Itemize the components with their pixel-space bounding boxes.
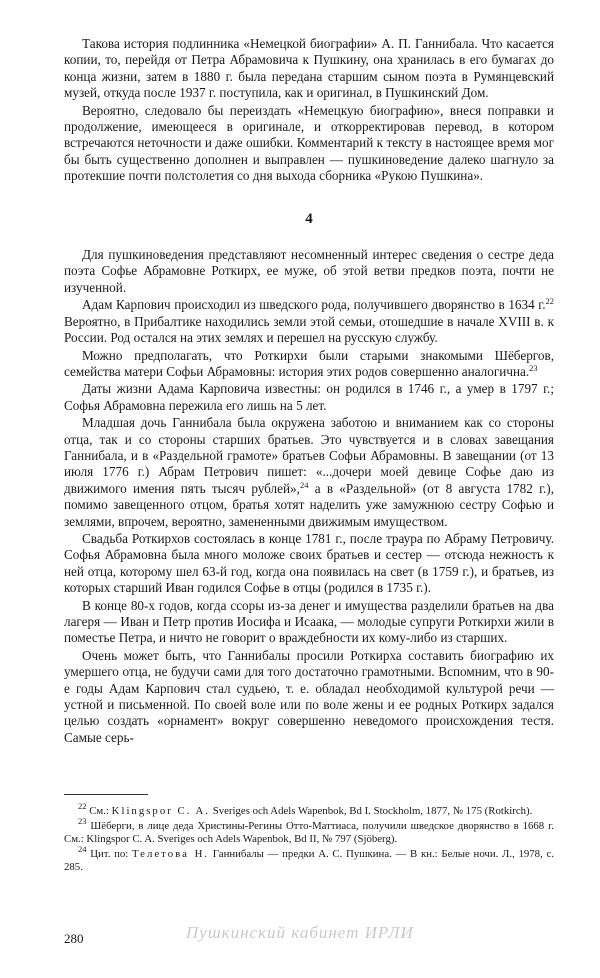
- paragraph-9: В конце 80-х годов, когда ссоры из-за денег и имущества разделили братьев на два лагеря — Иван и Петр против Иосифа и Исаака, — молодые супруги Роткирхи жили в поместье Петра, и ничто не говорит о враждебности их кому-либо из старших.: [64, 597, 554, 646]
- paragraph-5: [64, 348, 554, 381]
- footnote-rule: [64, 794, 148, 795]
- footnote-22-author: Klingspor C. A.: [111, 805, 211, 817]
- paragraph-7-text: Младшая дочь Ганнибала была окружена заботою и вниманием как со стороны отца, так и со стороны старших братьев. Это чувствуется и в словах завещания Ганнибала, и в «Раздельной грамоте» братьев Софьи Абрамовны. В завещании (от 13 июля 1776 г.) Абрам Петрович пишет: «...дочери моей девице Софье даю из движимого имения пять тысяч рублей»,: [64, 415, 554, 496]
- footnote-ref-23: 23: [529, 362, 538, 373]
- footnote-23: [64, 815, 554, 847]
- paragraph-3: Для пушкиноведения представляют несомненный интерес сведения о сестре деда поэта Софье Абрамовне Роткирх, ее муже, об этой ветви предков поэта, почти не изученной.: [64, 247, 554, 295]
- footnote-22-number: 22: [78, 801, 87, 811]
- section-number: 4: [305, 210, 313, 227]
- paragraph-7-rest: а в «Раздельной» (от 8 августа 1782 г.), помимо завещенного отцом, братья хотят наделить уже замужнюю сестру Софью и землями, впрочем, вероятно, замененными движимым имуществом.: [64, 480, 554, 529]
- footnote-24-number: 24: [78, 843, 87, 854]
- watermark: Пушкинский кабинет ИРЛИ: [186, 923, 414, 942]
- footnote-ref-22: 22: [545, 296, 554, 307]
- footnote-22: [64, 801, 554, 819]
- paragraph-8: Свадьба Роткирхов состоялась в конце 1781 г., после траура по Абраму Петровичу. Софья Абрамовна была много моложе своих братьев и сестер — отсюда нежность к ней отца, которому шел 63-й год, когда она появилась на свет (в 1759 г.), и братьев, из которых старший Иван годился Софье в отцы (родился в 1735 г.).: [64, 530, 554, 596]
- main-text: [64, 36, 554, 747]
- paragraph-4: [64, 297, 554, 346]
- paragraph-6: Даты жизни Адама Карповича известны: он родился в 1746 г., а умер в 1797 г.; Софья Абрамовна пережила его лишь на 5 лет.: [64, 381, 554, 413]
- paragraph-10: Очень может быть, что Ганнибалы просили Роткирха составить биографию их умершего отца, не будучи сами для того достаточно грамотными. Вспомним, что в 90-е годы Адам Карпович стал судьею, т. е. обладал необходимой культурой речи — устной и письменной. По своей воле или по воле жены и ее родных Роткирх задался целью создать «орнамент» вокруг совершенно неведомого происхождения тестя. Самые серь-: [64, 647, 554, 745]
- paragraph-5-text: Можно предполагать, что Роткирхи были старыми знакомыми Шёбергов, семейства матери Софьи Абрамовны: история этих родов совершенно аналогична.: [64, 347, 554, 379]
- footnote-22-rest: Sveriges och Adels Wapenbok, Bd I. Stockholm, 1877, № 175 (Rotkirch).: [210, 805, 533, 817]
- footnote-23-text: Шёберги, в лице деда Христины-Регины Отто-Маттиаса, получили шведское дворянство в 1668 г. См.: Klingspor C. A. Sveriges och Adels Wapenbok, Bd II, № 797 (Sjöberg).: [64, 819, 554, 846]
- footnote-24: [64, 843, 554, 875]
- footnote-24-author: Телетова Н.: [132, 847, 210, 860]
- footnote-24-prefix: Цит. по:: [86, 847, 132, 860]
- paragraph-4-rest: Вероятно, в Прибалтике находились земли этой семьи, отошедшие в начале XVIII в. к России. Род остался на этих землях и перешел на русскую службу.: [64, 313, 554, 346]
- footnote-24-rest: Ганнибалы — предки А. С. Пушкина. — В кн.: Белые ночи. Л., 1978, с. 285.: [64, 847, 554, 874]
- paragraph-7: [64, 415, 554, 530]
- page-number: 280: [64, 931, 84, 946]
- paragraph-1: Такова история подлинника «Немецкой биографии» А. П. Ганнибала. Что касается копии, то, перейдя от Петра Абрамовича к Пушкину, она хранилась в его бумагах до конца жизни, затем в 1880 г. была передана старшим сыном поэта в Румянцевский музей, откуда после 1937 г. поступила, как и оригинал, в Пушкинский Дом.: [64, 36, 554, 101]
- paragraph-2: Вероятно, следовало бы переиздать «Немецкую биографию», внеся поправки и продолжение, имеющееся в оригинале, и откорректировав перевод, в котором встречаются неточности и даже ошибки. Комментарий к тексту в настоящее время мог бы быть существенно дополнен и выправлен — пушкиноведение далеко шагнуло за протекшие почти полстолетия со дня выхода сборника «Рукою Пушкина».: [64, 102, 554, 184]
- paragraph-4-text: Адам Карпович происходил из шведского рода, получившего дворянство в 1634 г.: [82, 297, 546, 313]
- footnote-ref-24: 24: [299, 479, 309, 490]
- footnotes: [64, 794, 554, 876]
- footnote-22-prefix: См.:: [86, 805, 112, 817]
- footnote-23-number: 23: [78, 815, 87, 826]
